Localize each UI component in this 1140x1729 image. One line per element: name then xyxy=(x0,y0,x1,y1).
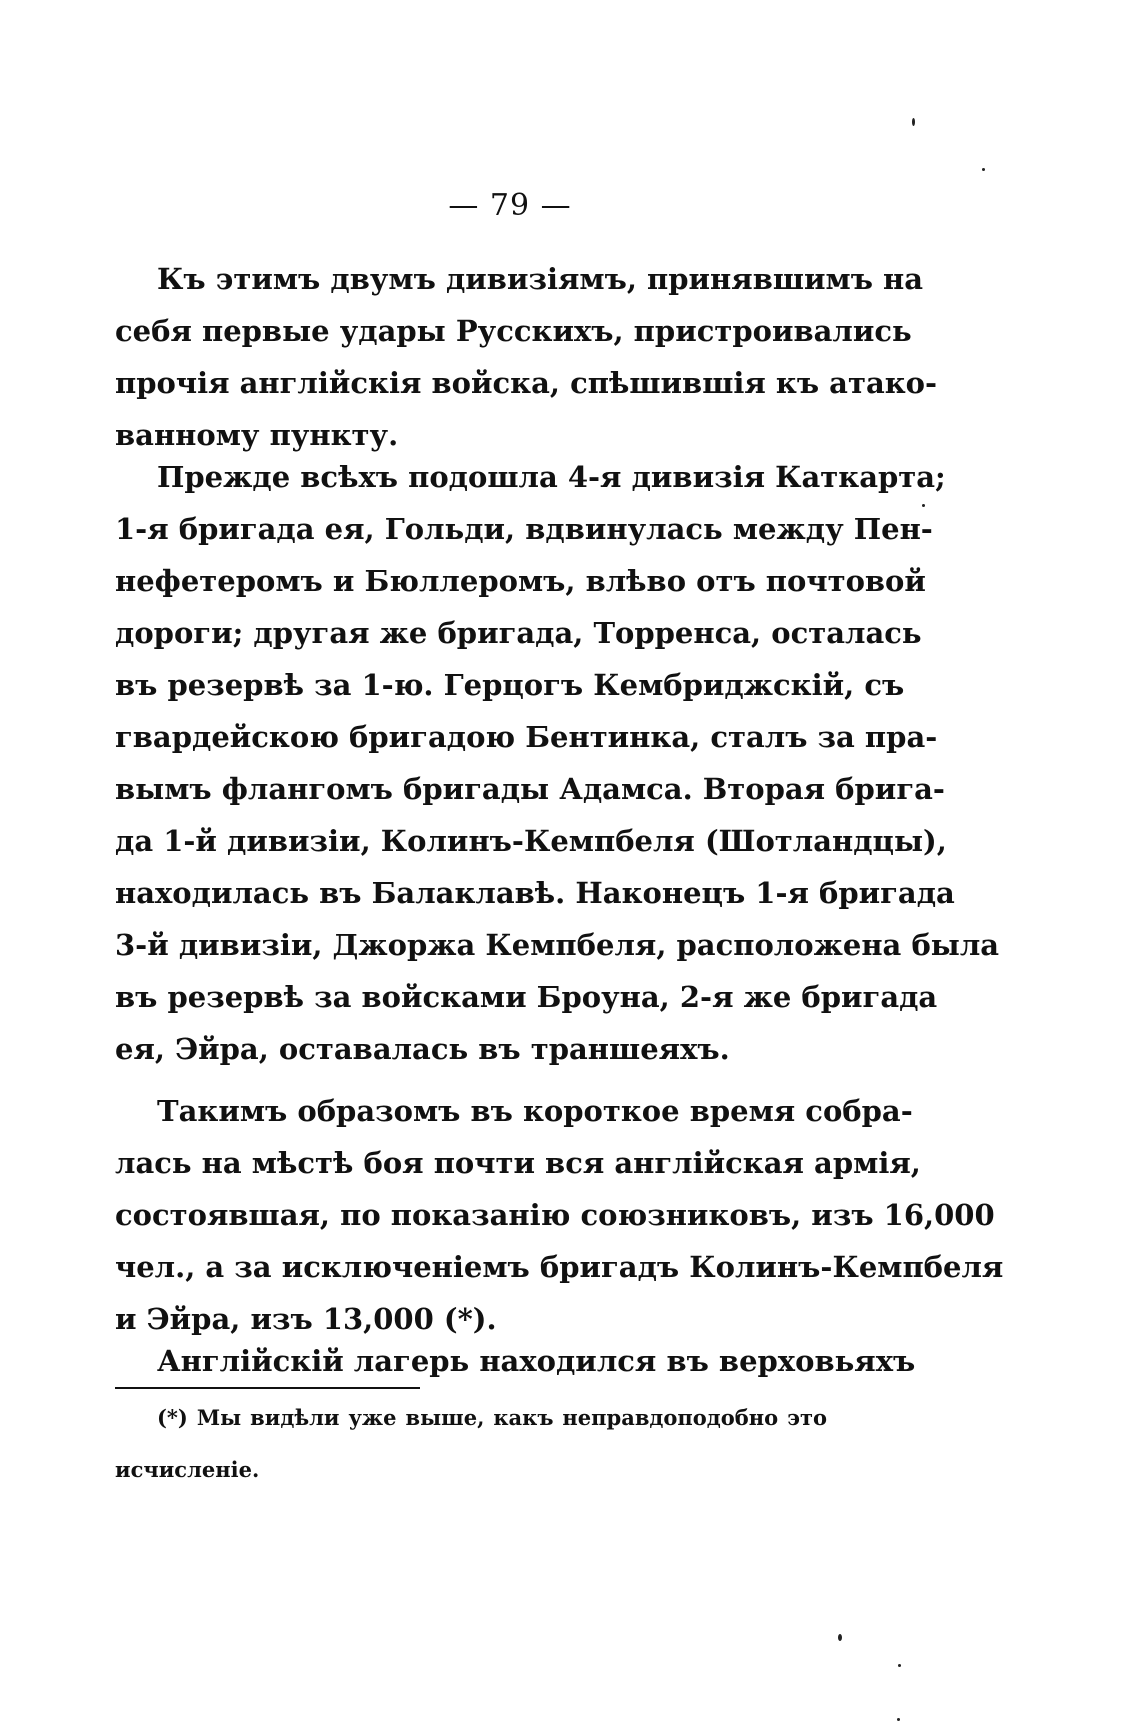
scan-speck xyxy=(897,1718,900,1721)
text-line: Англійскій лагерь находился въ верховьяхъ xyxy=(157,1344,916,1378)
text-line: Къ этимъ двумъ дивизіямъ, принявшимъ на xyxy=(157,262,924,296)
text-line: лась на мѣстѣ боя почти вся англійская армія, xyxy=(115,1146,921,1180)
text-line: вымъ флангомъ бригады Адамса. Вторая брига- xyxy=(115,772,945,806)
text-line: въ резервѣ за 1-ю. Герцогъ Кембриджскій, съ xyxy=(115,668,905,702)
footnote xyxy=(115,1398,827,1502)
text-line: чел., а за исключеніемъ бригадъ Колинъ-Кемпбеля xyxy=(115,1250,1004,1284)
text-line: Прежде всѣхъ подошла 4-я дивизія Каткарта; xyxy=(157,460,946,494)
paragraph-4 xyxy=(115,1335,916,1387)
text-line: находилась въ Балаклавѣ. Наконецъ 1-я бригада xyxy=(115,876,955,910)
text-line: Такимъ образомъ въ короткое время собра- xyxy=(157,1094,913,1128)
footnote-line: исчисленіе. xyxy=(115,1457,260,1482)
text-line: гвардейскою бригадою Бентинка, сталъ за пра- xyxy=(115,720,938,754)
paragraph-2 xyxy=(115,451,1000,1075)
scan-speck xyxy=(838,1634,842,1641)
text-line: 3-й дивизіи, Джоржа Кемпбеля, расположена была xyxy=(115,928,1000,962)
paragraph-3 xyxy=(115,1085,1004,1345)
text-line: да 1-й дивизіи, Колинъ-Кемпбеля (Шотландцы), xyxy=(115,824,947,858)
footnote-divider xyxy=(115,1387,420,1389)
text-line: прочія англійскія войска, спѣшившія къ атако- xyxy=(115,366,938,400)
text-line: въ резервѣ за войсками Броуна, 2-я же бригада xyxy=(115,980,938,1014)
text-line: 1-я бригада ея, Гольди, вдвинулась между Пен- xyxy=(115,512,933,546)
text-line: ея, Эйра, оставалась въ траншеяхъ. xyxy=(115,1032,730,1066)
text-line: себя первые удары Русскихъ, пристроивались xyxy=(115,314,912,348)
scan-speck xyxy=(982,168,985,171)
text-line: нефетеромъ и Бюллеромъ, влѣво отъ почтовой xyxy=(115,564,926,598)
scan-speck xyxy=(922,504,925,507)
text-line: состоявшая, по показанію союзниковъ, изъ 16,000 xyxy=(115,1198,995,1232)
scan-speck xyxy=(912,118,915,126)
scan-speck xyxy=(898,1664,901,1667)
text-line: ванному пункту. xyxy=(115,418,399,452)
page-number: — 79 — xyxy=(448,188,572,223)
paragraph-1 xyxy=(115,253,938,461)
footnote-line: (*) Мы видѣли уже выше, какъ неправдоподобно это xyxy=(157,1405,827,1430)
text-line: дороги; другая же бригада, Торренса, осталась xyxy=(115,616,922,650)
text-line: и Эйра, изъ 13,000 (*). xyxy=(115,1302,497,1336)
